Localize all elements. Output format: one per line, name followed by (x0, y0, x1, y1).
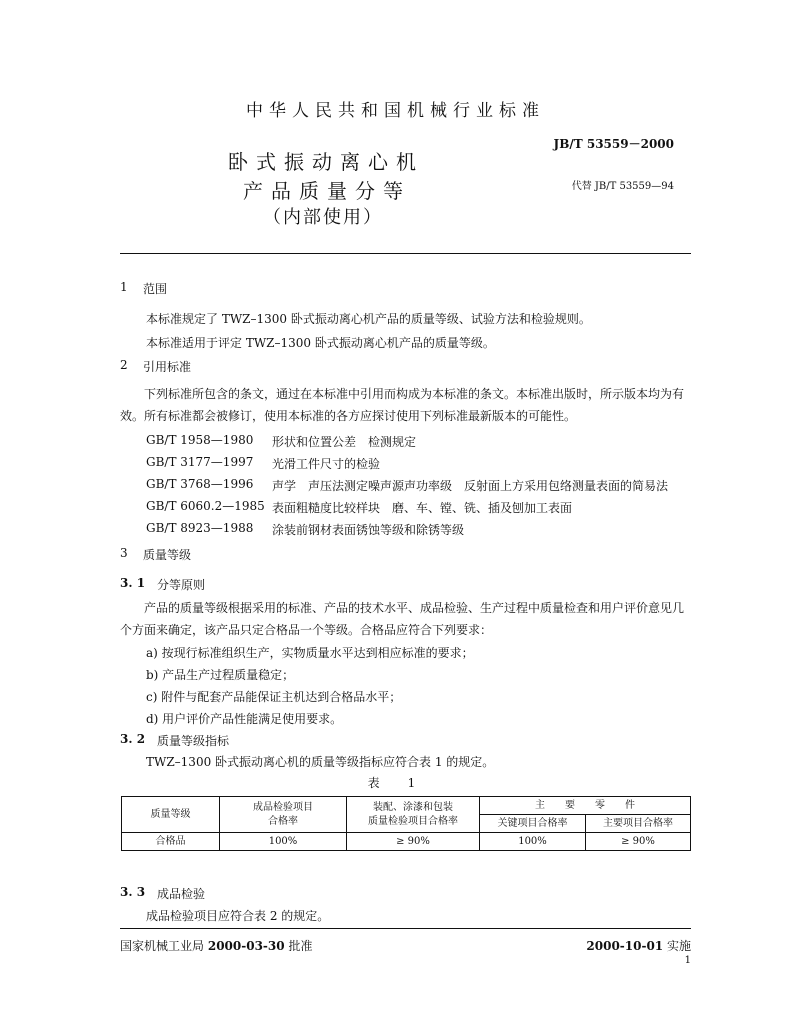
header-assembly-line2: 质量检验项目合格率 (368, 815, 458, 827)
list-item: a) 按现行标准组织生产，实物质量水平达到相应标准的要求； (146, 646, 474, 660)
footer-divider (120, 928, 691, 929)
section-3-2-title: 质量等级指标 (157, 734, 230, 748)
section-3-3-number: 3. 3 (120, 885, 146, 899)
section-3-title: 质量等级 (143, 548, 192, 562)
section-3-1-title: 分等原则 (157, 578, 206, 592)
implementation-line (586, 937, 691, 954)
org-title: 中华人民共和国机械行业标准 (246, 101, 545, 121)
implementation-word: 实施 (666, 939, 691, 953)
section-2-number: 2 (120, 358, 128, 372)
section-1-para-1: 本标准规定了 TWZ–1300 卧式振动离心机产品的质量等级、试验方法和检验规则。 (146, 312, 591, 326)
header-finished-line1: 成品检验项目 (253, 801, 313, 813)
section-3-1-number: 3. 1 (120, 576, 146, 590)
section-3-3-title: 成品检验 (157, 887, 206, 901)
section-3-3-para: 成品检验项目应符合表 2 的规定。 (146, 909, 330, 923)
cell-key-rate: 100% (480, 833, 586, 851)
standard-number: JB/T 53559－2000 (553, 137, 674, 151)
table-row (122, 833, 691, 851)
ref-name: 形状和位置公差 检测规定 (272, 435, 417, 449)
ref-code: GB/T 1958—1980 (146, 433, 254, 447)
replaces-note: 代替 JB/T 53559—94 (571, 181, 674, 192)
cell-major-rate: ≥ 90% (586, 833, 691, 851)
ref-code: GB/T 3768—1996 (146, 477, 254, 491)
section-3-number: 3 (120, 546, 128, 560)
ref-name: 表面粗糙度比较样块 磨、车、镗、铣、插及刨加工表面 (272, 501, 573, 515)
header-finished (220, 797, 347, 833)
quality-grade-table (121, 796, 691, 851)
section-3-2-number: 3. 2 (120, 732, 146, 746)
approval-line (120, 937, 312, 954)
header-major-items: 主要项目合格率 (586, 815, 691, 833)
doc-title-line1: 卧式振动离心机 (228, 150, 424, 174)
section-1-title: 范围 (143, 282, 168, 296)
section-3-1-para: 产品的质量等级根据采用的标准、产品的技术水平、成品检验、生产过程中质量检查和用户评价意见几个方面来确定，该产品只定合格品一个等级。合格品应符合下列要求： (120, 601, 685, 637)
list-item: d) 用户评价产品性能满足使用要求。 (146, 712, 343, 726)
ref-code: GB/T 6060.2—1985 (146, 499, 265, 513)
ref-name: 涂装前钢材表面锈蚀等级和除锈等级 (272, 523, 465, 537)
approval-org: 国家机械工业局 (120, 939, 205, 953)
doc-title-line2: 产品质量分等 (243, 179, 411, 203)
cell-finished-rate: 100% (220, 833, 347, 851)
section-1-para-2: 本标准适用于评定 TWZ–1300 卧式振动离心机产品的质量等级。 (146, 336, 495, 350)
approval-date: 2000-03-30 (207, 939, 285, 953)
ref-name: 声学 声压法测定噪声源声功率级 反射面上方采用包络测量表面的简易法 (272, 479, 669, 493)
ref-code: GB/T 8923—1988 (146, 521, 254, 535)
header-finished-line2: 合格率 (268, 815, 298, 827)
list-item: b) 产品生产过程质量稳定； (146, 668, 295, 682)
header-grade: 质量等级 (122, 797, 220, 833)
cell-grade: 合格品 (122, 833, 220, 851)
section-1-number: 1 (120, 280, 128, 294)
ref-name: 光滑工件尺寸的检验 (272, 457, 381, 471)
section-2-para-1: 下列标准所包含的条文，通过在本标准中引用而构成为本标准的条文。本标准出版时，所示版本均为有效。所有标准都会被修订，使用本标准的各方应探讨使用下列标准最新版本的可能性。 (120, 387, 685, 423)
header-main-parts: 主 要 零 件 (480, 797, 691, 815)
header-assembly-line1: 装配、涂漆和包装 (373, 801, 453, 813)
ref-code: GB/T 3177—1997 (146, 455, 254, 469)
doc-title-line3: （内部使用） (263, 207, 383, 228)
header-assembly (347, 797, 480, 833)
cell-assembly-rate: ≥ 90% (347, 833, 480, 851)
approval-word: 批准 (288, 939, 313, 953)
list-item: c) 附件与配套产品能保证主机达到合格品水平； (146, 690, 402, 704)
section-3-2-para: TWZ–1300 卧式振动离心机的质量等级指标应符合表 1 的规定。 (146, 755, 495, 769)
header-key-items: 关键项目合格率 (480, 815, 586, 833)
header-divider (120, 253, 691, 254)
page-number: 1 (684, 955, 691, 966)
section-2-title: 引用标准 (143, 360, 192, 374)
implementation-date: 2000-10-01 (586, 939, 664, 953)
table-caption: 表 1 (367, 776, 424, 790)
